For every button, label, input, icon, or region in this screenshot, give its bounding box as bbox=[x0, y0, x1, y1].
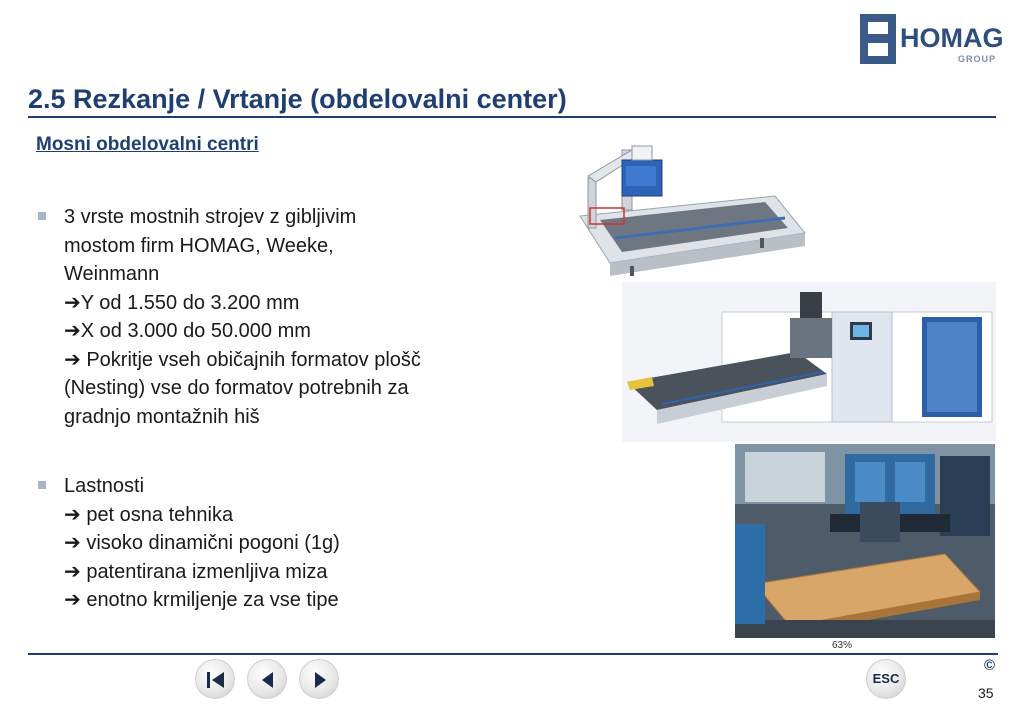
bullet-line: gradnjo montažnih hiš bbox=[64, 405, 260, 428]
photo-caption: 63% bbox=[832, 640, 853, 651]
bullet-item bbox=[36, 203, 526, 431]
machine-photo-2 bbox=[622, 282, 996, 442]
title-divider bbox=[28, 116, 996, 118]
bullet-line: (Nesting) vse do formatov potrebnih za bbox=[64, 377, 409, 399]
bullet-line: ➔X od 3.000 do 50.000 mm bbox=[64, 320, 311, 342]
bullet-line: Lastnosti bbox=[64, 475, 145, 497]
skip-back-icon bbox=[196, 660, 236, 700]
bullet-line: 3 vrste mostnih strojev z gibljivim bbox=[64, 206, 357, 228]
machine-photo-1 bbox=[560, 138, 810, 278]
logo-text: HOMAG bbox=[900, 23, 1004, 53]
chevron-right-icon bbox=[300, 660, 340, 700]
previous-slide-button[interactable] bbox=[247, 659, 287, 699]
next-slide-button[interactable] bbox=[299, 659, 339, 699]
first-slide-button[interactable] bbox=[195, 659, 235, 699]
page-number: 35 bbox=[978, 685, 994, 701]
bullet-line: ➔ pet osna tehnika bbox=[64, 503, 234, 526]
bullet-line: ➔ enotno krmiljenje za vse tipe bbox=[64, 589, 339, 611]
bullet-item bbox=[36, 472, 526, 615]
machine-photo-3 bbox=[735, 444, 995, 638]
bullet-marker bbox=[38, 212, 46, 220]
bullet-marker bbox=[38, 481, 46, 489]
bullet-line: ➔ visoko dinamični pogoni (1g) bbox=[64, 532, 340, 554]
logo-subtext: GROUP bbox=[958, 54, 997, 64]
slide-subtitle: Mosni obdelovalni centri bbox=[36, 134, 259, 155]
chevron-left-icon bbox=[248, 660, 288, 700]
slide-title: 2.5 Rezkanje / Vrtanje (obdelovalni center) bbox=[28, 84, 567, 114]
copyright-symbol: © bbox=[984, 657, 996, 674]
bullet-line: ➔Y od 1.550 do 3.200 mm bbox=[64, 291, 300, 314]
bullet-line: ➔ patentirana izmenljiva miza bbox=[64, 560, 328, 583]
homag-logo-mark bbox=[860, 14, 896, 64]
bullet-line: mostom firm HOMAG, Weeke, bbox=[64, 234, 334, 257]
homag-logo bbox=[860, 14, 1004, 66]
bullet-line: ➔ Pokritje vseh običajnih formatov plošč bbox=[64, 348, 421, 371]
footer-divider bbox=[28, 653, 998, 655]
esc-button[interactable]: ESC bbox=[866, 659, 906, 699]
bullet-line: Weinmann bbox=[64, 263, 160, 285]
